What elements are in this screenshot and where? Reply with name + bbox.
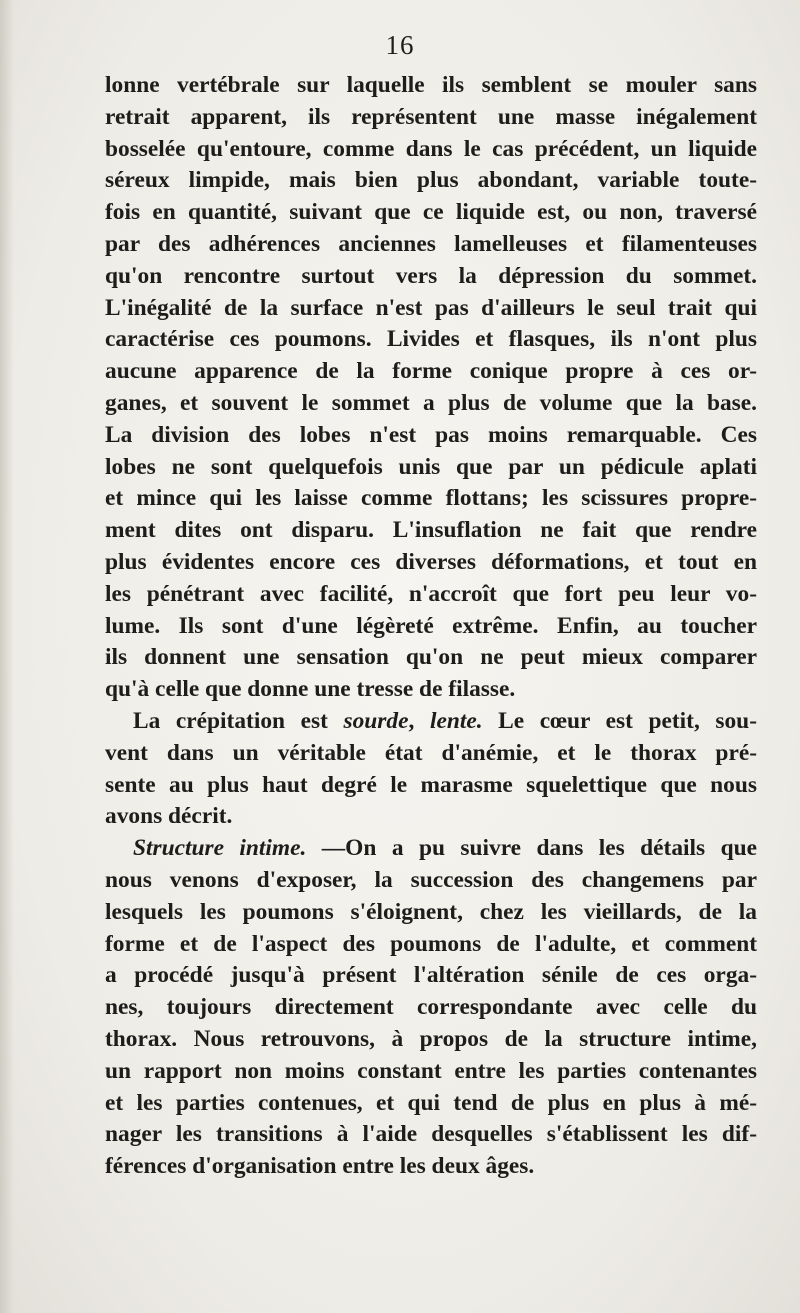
text-line: lume. Ils sont d'une légèreté extrême. Enfin, au toucher xyxy=(105,612,757,639)
text-line: L'inégalité de la surface n'est pas d'ailleurs le seul trait qui xyxy=(105,294,757,321)
italic-text: lente. xyxy=(429,707,483,734)
text-segment: La crépitation est xyxy=(133,707,344,734)
text-line: les pénétrant avec facilité, n'accroît que fort peu leur vo- xyxy=(105,580,757,607)
text-line: thorax. Nous retrouvons, à propos de la structure intime, xyxy=(105,1025,757,1052)
text-line: séreux limpide, mais bien plus abondant, variable toute- xyxy=(105,167,757,194)
text-line: plus évidentes encore ces diverses déformations, et tout en xyxy=(105,548,757,575)
text-line: ganes, et souvent le sommet a plus de volume que la base. xyxy=(105,389,757,416)
italic-text: Structure intime. xyxy=(133,835,307,862)
gutter-shadow xyxy=(0,0,14,1313)
text-line: a procédé jusqu'à présent l'altération sénile de ces orga- xyxy=(105,962,757,989)
text-line: et les parties contenues, et qui tend de plus en plus à mé- xyxy=(105,1089,757,1116)
text-line: lobes ne sont quelquefois unis que par un pédicule aplati xyxy=(105,453,757,480)
body-text xyxy=(105,70,757,1183)
text-line: qu'on rencontre surtout vers la dépression du sommet. xyxy=(105,262,757,289)
text-line: qu'à celle que donne une tresse de filasse. xyxy=(105,676,516,703)
text-segment: Le cœur est petit, sou- xyxy=(482,707,757,734)
text-line: ils donnent une sensation qu'on ne peut mieux comparer xyxy=(105,644,757,671)
text-line: retrait apparent, ils représentent une masse inégalement xyxy=(105,103,757,130)
text-line: ment dites ont disparu. L'insuflation ne fait que rendre xyxy=(105,517,757,544)
text-line: fois en quantité, suivant que ce liquide est, ou non, traversé xyxy=(105,199,757,226)
text-line: lesquels les poumons s'éloignent, chez les vieillards, de la xyxy=(105,898,757,925)
text-line: La division des lobes n'est pas moins remarquable. Ces xyxy=(105,421,757,448)
text-line: un rapport non moins constant entre les parties contenantes xyxy=(105,1057,757,1084)
text-line xyxy=(105,833,757,865)
text-line: sente au plus haut degré le marasme squelettique que nous xyxy=(105,771,757,798)
text-line: caractérise ces poumons. Livides et flasques, ils n'ont plus xyxy=(105,326,757,353)
text-line: vent dans un véritable état d'anémie, et le thorax pré- xyxy=(105,739,757,766)
text-line: nager les transitions à l'aide desquelles s'établissent les dif- xyxy=(105,1121,757,1148)
italic-text: sourde xyxy=(343,707,409,734)
text-line: nes, toujours directement correspondante avec celle du xyxy=(105,994,757,1021)
text-line: avons décrit. xyxy=(105,803,233,830)
text-line: nous venons d'exposer, la succession des changemens par xyxy=(105,866,757,893)
text-line: lonne vertébrale sur laquelle ils semblent se mouler sans xyxy=(105,72,757,98)
text-segment: , xyxy=(408,707,430,734)
text-line: férences d'organisation entre les deux âges. xyxy=(105,1153,535,1180)
text-line: par des adhérences anciennes lamelleuses et filamenteuses xyxy=(105,230,757,257)
text-line: forme et de l'aspect des poumons de l'adulte, et comment xyxy=(105,930,757,957)
text-line: et mince qui les laisse comme flottans; les scissures propre- xyxy=(105,485,757,512)
text-line xyxy=(105,706,757,738)
page-number: 16 xyxy=(385,30,415,60)
text-segment: —On a pu suivre dans les détails que xyxy=(306,835,757,862)
text-line: aucune apparence de la forme conique propre à ces or- xyxy=(105,358,757,385)
text-line: bosselée qu'entoure, comme dans le cas précédent, un liquide xyxy=(105,135,757,162)
